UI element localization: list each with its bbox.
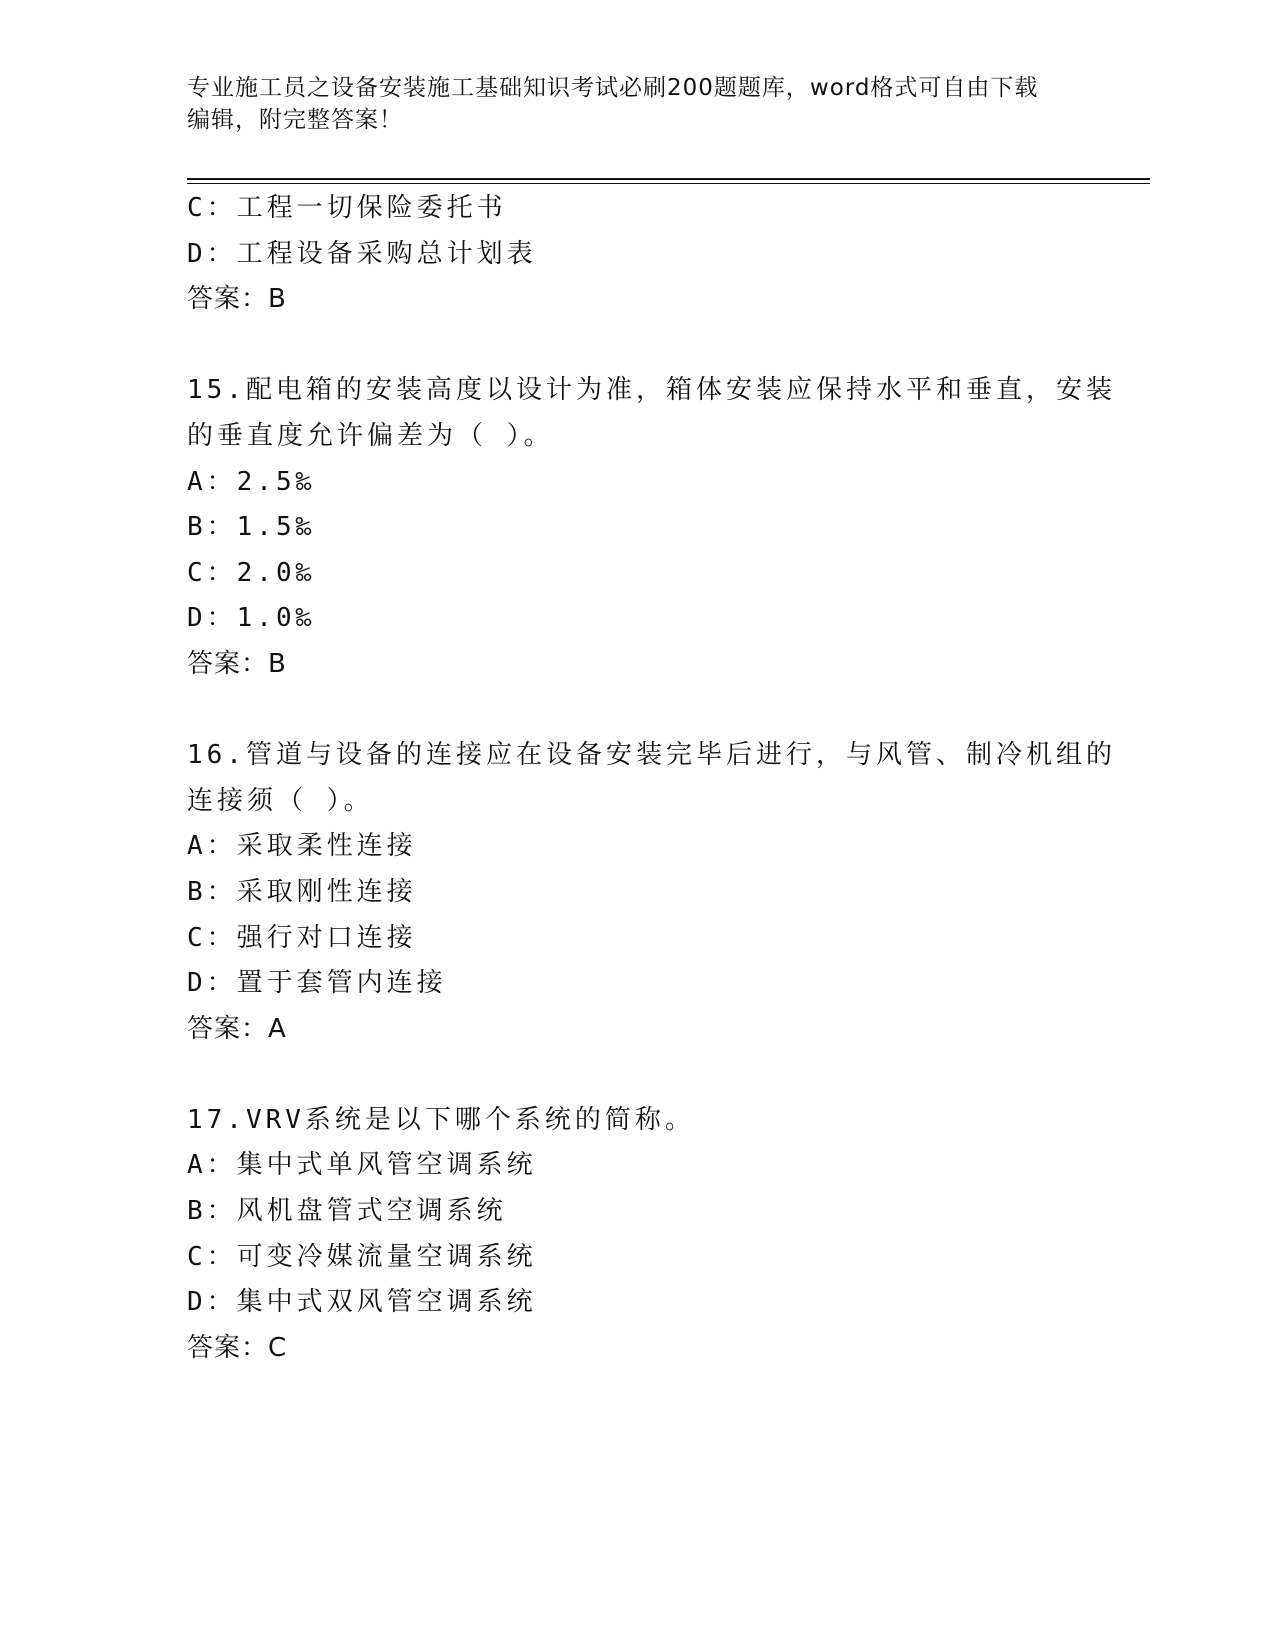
question-spacer	[187, 688, 1087, 734]
question-spacer	[187, 1052, 1087, 1098]
option-line: C：工程一切保险委托书	[187, 193, 507, 223]
header-title-line-1: 专业施工员之设备安装施工基础知识考试必刷200题题库，word格式可自由下载	[187, 75, 1039, 101]
question-line: 的垂直度允许偏差为（ ）。	[187, 420, 554, 451]
option-line: C：2.0‰	[187, 557, 316, 588]
option-line: A：采取柔性连接	[187, 831, 417, 862]
answer-line: 答案：C	[187, 1332, 288, 1363]
option-line: D：置于套管内连接	[187, 968, 447, 999]
answer-line: 答案：B	[187, 284, 287, 315]
question-spacer	[187, 323, 1087, 369]
answer-line: 答案：A	[187, 1013, 287, 1044]
option-line: D：1.0‰	[187, 603, 316, 634]
option-line: A：2.5‰	[187, 466, 316, 497]
document-header	[187, 72, 1087, 136]
header-divider-thick	[187, 178, 1150, 180]
question-line: 16.管道与设备的连接应在设备安装完毕后进行，与风管、制冷机组的	[187, 740, 1116, 771]
question-line: 17.VRV系统是以下哪个系统的简称。	[187, 1104, 695, 1135]
option-line: B：风机盘管式空调系统	[187, 1196, 507, 1227]
question-content	[187, 186, 1116, 1371]
answer-line: 答案：B	[187, 648, 287, 679]
option-line: A：集中式单风管空调系统	[187, 1150, 537, 1181]
header-divider-thin	[187, 183, 1150, 184]
option-line: C：可变冷媒流量空调系统	[187, 1241, 537, 1272]
header-title-line-2: 编辑，附完整答案！	[187, 107, 403, 133]
option-line: C：强行对口连接	[187, 922, 417, 953]
option-line: B：1.5‰	[187, 512, 316, 543]
question-line: 15.配电箱的安装高度以设计为准，箱体安装应保持水平和垂直，安装	[187, 375, 1116, 406]
option-line: D：集中式双风管空调系统	[187, 1287, 537, 1318]
option-line: B：采取刚性连接	[187, 876, 417, 907]
question-line: 连接须（ ）。	[187, 785, 374, 816]
option-line: D：工程设备采购总计划表	[187, 238, 537, 269]
